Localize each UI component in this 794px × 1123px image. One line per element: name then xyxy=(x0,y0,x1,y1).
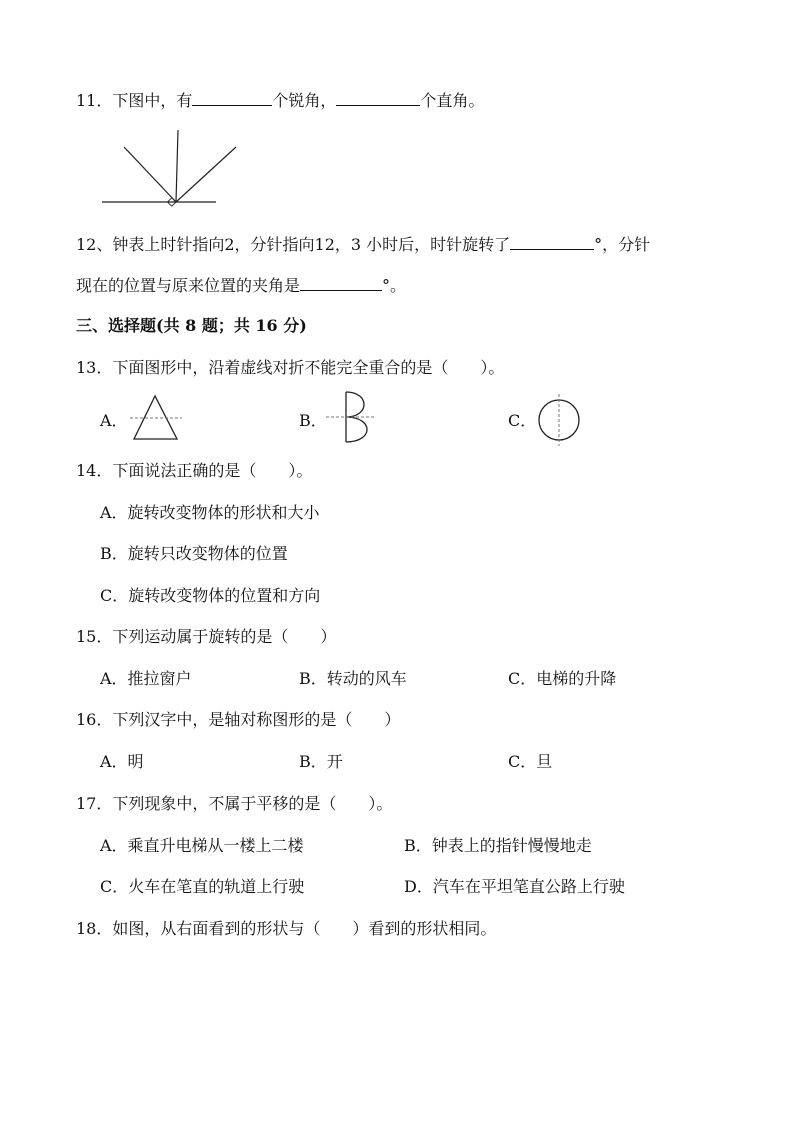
question-13-stem: 13．下面图形中，沿着虚线对折不能完全重合的是（ ）。 xyxy=(76,358,505,377)
question-11 xyxy=(76,88,484,112)
q16-option-b[interactable]: B．开 xyxy=(299,752,343,771)
q14-option-b[interactable]: B．旋转只改变物体的位置 xyxy=(100,544,288,563)
q17-option-c[interactable]: C．火车在笔直的轨道上行驶 xyxy=(100,877,305,896)
question-18-stem: 18．如图，从右面看到的形状与（ ）看到的形状相同。 xyxy=(76,919,497,938)
q13-option-c[interactable]: C． xyxy=(508,411,537,430)
q13-option-b[interactable]: B． xyxy=(299,411,327,430)
q17-option-a[interactable]: A．乘直升电梯从一楼上二楼 xyxy=(100,836,304,855)
q11-number: 11． xyxy=(76,91,113,110)
q15-option-b[interactable]: B．转动的风车 xyxy=(299,669,407,688)
q13-circle-figure xyxy=(535,392,585,448)
section-3-heading: 三、选择题(共 8 题；共 16 分) xyxy=(76,316,307,335)
question-12-line1 xyxy=(76,232,650,256)
q12-blank-minute-angle[interactable] xyxy=(300,273,382,291)
q15-option-a[interactable]: A．推拉窗户 xyxy=(100,669,192,688)
angle-ray-left xyxy=(124,147,176,202)
question-12-line2 xyxy=(76,273,406,297)
q15-option-c[interactable]: C．电梯的升降 xyxy=(508,669,617,688)
q12-text-line2: 现在的位置与原来位置的夹角是 xyxy=(76,276,301,295)
angle-diagram xyxy=(98,128,248,208)
q11-blank-right[interactable] xyxy=(336,88,420,106)
q12-blank-hour-hand[interactable] xyxy=(510,232,594,250)
q11-text-pre: 下图中，有 xyxy=(112,91,193,110)
q12-text-line1-post: °，分针 xyxy=(594,235,651,254)
question-17-stem: 17．下列现象中，不属于平移的是（ ）。 xyxy=(76,794,393,813)
angle-ray-vertical xyxy=(176,130,178,202)
q11-text-mid: 个锐角， xyxy=(272,91,337,110)
q13-triangle-figure xyxy=(128,394,188,442)
q13-b-shape-figure xyxy=(326,390,386,446)
question-14-stem: 14．下面说法正确的是（ ）。 xyxy=(76,461,313,480)
q14-option-a[interactable]: A．旋转改变物体的形状和大小 xyxy=(100,503,320,522)
q12-text-line1: 12、钟表上时针指向2，分针指向12，3 小时后，时针旋转了 xyxy=(76,235,511,254)
q13-option-a[interactable]: A． xyxy=(100,411,128,430)
q14-option-c[interactable]: C．旋转改变物体的位置和方向 xyxy=(100,586,321,605)
q16-option-a[interactable]: A．明 xyxy=(100,752,144,771)
q11-blank-acute[interactable] xyxy=(192,88,272,106)
q17-option-b[interactable]: B．钟表上的指针慢慢地走 xyxy=(404,836,592,855)
question-15-stem: 15．下列运动属于旋转的是（ ） xyxy=(76,627,337,646)
q12-text-line2-post: °。 xyxy=(382,276,407,295)
question-16-stem: 16．下列汉字中，是轴对称图形的是（ ） xyxy=(76,710,401,729)
q11-text-post: 个直角。 xyxy=(420,91,485,110)
q16-option-c[interactable]: C．旦 xyxy=(508,752,553,771)
q17-option-d[interactable]: D．汽车在平坦笔直公路上行驶 xyxy=(404,877,625,896)
angle-ray-right xyxy=(176,147,236,202)
